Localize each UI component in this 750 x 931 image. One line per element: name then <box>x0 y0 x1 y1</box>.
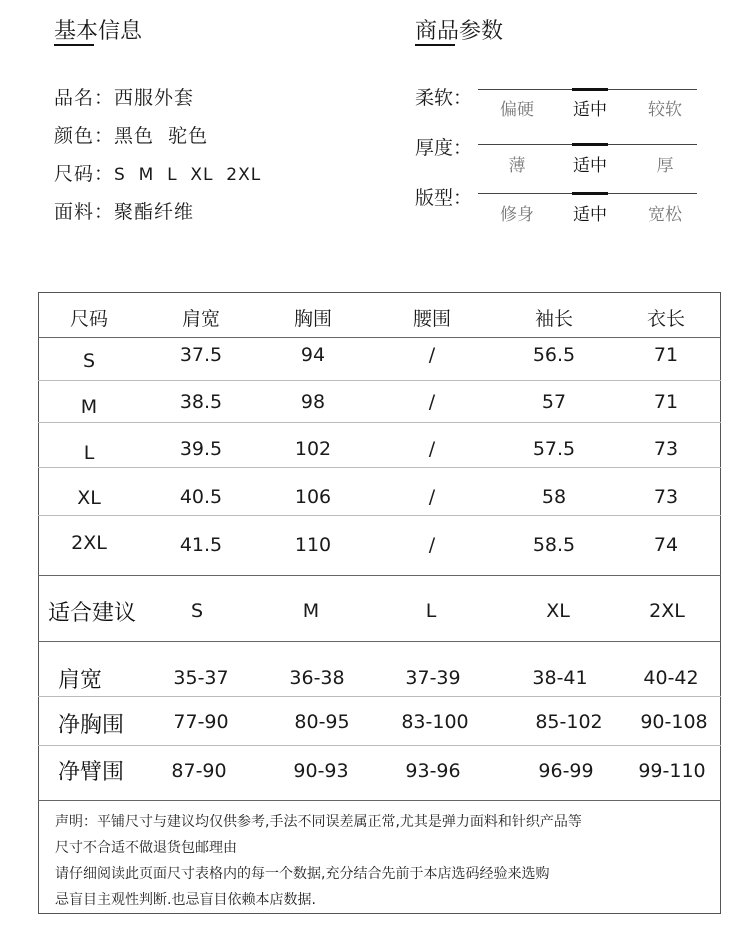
fit-cell: 40-42 <box>643 667 699 689</box>
length-cell: 73 <box>653 486 679 508</box>
sleeve-cell: 56.5 <box>532 344 576 366</box>
note-line: 忌盲目主观性判断.也忌盲目依赖本店数据. <box>55 892 316 908</box>
info-label: 尺码： <box>54 163 115 185</box>
fit-cell: 35-37 <box>173 667 229 689</box>
chest-cell: 110 <box>294 534 332 556</box>
fit-row-divider <box>38 745 721 746</box>
waist-cell: / <box>428 438 436 460</box>
note-line: 尺寸不合适不做退货包邮理由 <box>55 840 237 856</box>
thickness-option-thick: 厚 <box>656 156 674 176</box>
col-header-sleeve: 袖长 <box>534 308 573 330</box>
fit-option-loose: 宽松 <box>648 205 682 225</box>
fit-size-l: L <box>425 600 437 622</box>
param-label-softness: 柔软： <box>415 87 473 109</box>
col-header-chest: 胸围 <box>293 308 332 330</box>
shoulder-cell: 40.5 <box>179 486 223 508</box>
waist-cell: / <box>428 486 436 508</box>
param-label-fit: 版型： <box>415 187 473 209</box>
thickness-option-medium: 适中 <box>573 156 607 176</box>
size-cell: M <box>80 396 98 418</box>
fit-size-m: M <box>302 600 320 622</box>
col-header-waist: 腰围 <box>412 308 451 330</box>
chest-cell: 102 <box>294 438 332 460</box>
notes-divider <box>38 800 721 801</box>
basic-info-underline <box>54 44 94 46</box>
shoulder-cell: 38.5 <box>179 391 223 413</box>
chest-cell: 98 <box>300 391 326 413</box>
fit-cell: 87-90 <box>171 760 227 782</box>
sleeve-cell: 58.5 <box>532 534 576 556</box>
size-cell: XL <box>77 487 101 509</box>
fit-cell: 90-93 <box>293 760 349 782</box>
fit-cell: 80-95 <box>294 711 350 733</box>
thickness-selected-mark <box>572 143 608 146</box>
row-divider <box>38 380 721 381</box>
info-value: 黑色 驼色 <box>114 125 209 147</box>
info-value: 西服外套 <box>114 87 195 109</box>
length-cell: 71 <box>653 344 679 366</box>
fit-cell: 85-102 <box>535 711 603 733</box>
fit-row-label-arm: 净臂围 <box>58 760 125 785</box>
row-divider <box>38 467 721 468</box>
fit-cell: 77-90 <box>173 711 229 733</box>
col-header-shoulder: 肩宽 <box>181 308 220 330</box>
fit-size-xl: XL <box>546 600 570 622</box>
sleeve-cell: 57 <box>541 391 567 413</box>
shoulder-cell: 37.5 <box>179 344 223 366</box>
chest-cell: 94 <box>300 344 326 366</box>
info-value: S M L XL 2XL <box>114 165 262 185</box>
fit-row-label-shoulder: 肩宽 <box>58 668 103 693</box>
fit-row-label-chest: 净胸围 <box>58 713 125 738</box>
col-header-size: 尺码 <box>69 308 108 330</box>
row-divider <box>38 422 721 423</box>
fit-selected-mark <box>572 192 608 195</box>
length-cell: 73 <box>653 438 679 460</box>
softness-option-hard: 偏硬 <box>500 100 534 120</box>
header-divider <box>38 337 721 338</box>
waist-cell: / <box>428 391 436 413</box>
params-heading: 商品参数 <box>415 19 504 44</box>
info-row-name <box>54 83 194 110</box>
softness-selected-mark <box>572 88 608 91</box>
fit-size-2xl: 2XL <box>649 600 685 622</box>
param-label-thickness: 厚度： <box>415 137 473 159</box>
fit-cell: 38-41 <box>532 667 588 689</box>
info-row-color <box>54 121 208 148</box>
fit-cell: 96-99 <box>538 760 594 782</box>
size-cell: L <box>83 442 95 464</box>
waist-cell: / <box>428 344 436 366</box>
fit-cell: 83-100 <box>401 711 469 733</box>
note-line: 声明：平铺尺寸与建议均仅供参考,手法不同误差属正常,尤其是弹力面料和针织产品等 <box>55 814 582 830</box>
fit-cell: 99-110 <box>638 760 706 782</box>
params-underline <box>415 44 455 46</box>
note-line: 请仔细阅读此页面尺寸表格内的每一个数据,充分结合先前于本店选码经验来选购 <box>55 866 550 882</box>
col-header-length: 衣长 <box>646 308 685 330</box>
row-divider <box>38 515 721 516</box>
info-label: 面料： <box>54 201 115 223</box>
fit-cell: 36-38 <box>289 667 345 689</box>
length-cell: 71 <box>653 391 679 413</box>
fit-header-label: 适合建议 <box>48 601 137 626</box>
basic-info-heading: 基本信息 <box>54 19 143 44</box>
fit-header-divider <box>38 641 721 642</box>
info-value: 聚酯纤维 <box>114 201 195 223</box>
shoulder-cell: 39.5 <box>179 438 223 460</box>
fit-cell: 93-96 <box>405 760 461 782</box>
thickness-option-thin: 薄 <box>508 156 526 176</box>
sleeve-cell: 57.5 <box>532 438 576 460</box>
softness-option-medium: 适中 <box>573 100 607 120</box>
fit-cell: 90-108 <box>640 711 708 733</box>
fit-size-s: S <box>190 600 204 622</box>
info-label: 品名： <box>54 87 115 109</box>
section-divider <box>38 575 721 576</box>
fit-row-divider <box>38 696 721 697</box>
softness-option-soft: 较软 <box>648 100 682 120</box>
info-label: 颜色： <box>54 125 115 147</box>
length-cell: 74 <box>653 534 679 556</box>
size-cell: 2XL <box>71 532 107 554</box>
waist-cell: / <box>428 534 436 556</box>
info-row-size <box>54 159 261 186</box>
fit-option-medium: 适中 <box>573 205 607 225</box>
size-cell: S <box>82 350 96 372</box>
sleeve-cell: 58 <box>541 486 567 508</box>
fit-cell: 37-39 <box>405 667 461 689</box>
fit-option-slim: 修身 <box>500 205 534 225</box>
chest-cell: 106 <box>294 486 332 508</box>
shoulder-cell: 41.5 <box>179 534 223 556</box>
info-row-fabric <box>54 197 194 224</box>
